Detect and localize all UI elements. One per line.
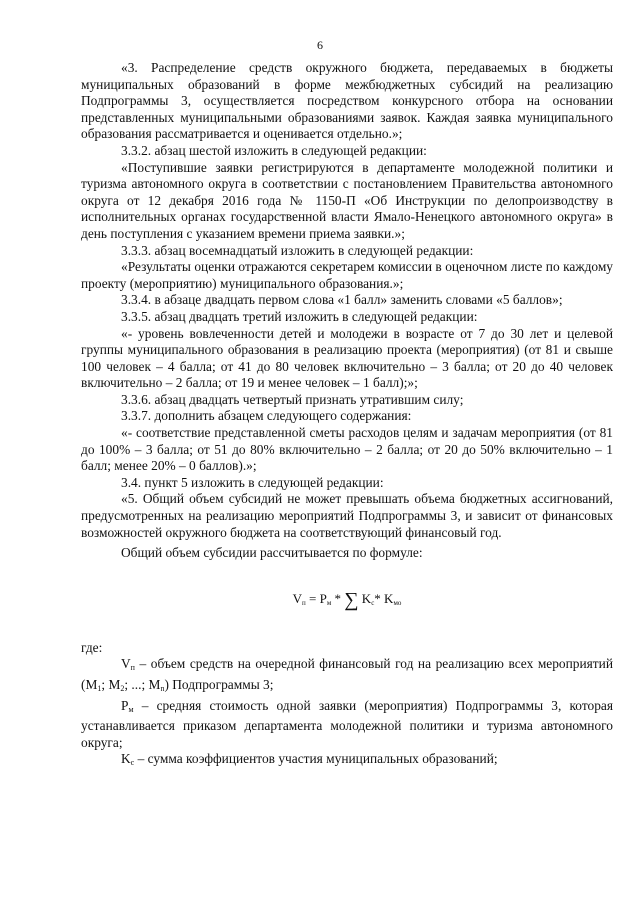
formula-p-sub: м [326,598,332,607]
paragraph-registration: «Поступившие заявки регистрируются в департаменте молодежной политики и туризма автономного округа в соответствии с постановлением Правительства автономного округа от 12 декабря 2016 года № 1150-П «Об Инструкции по делопроизводству в исполнительных органах государственной власти Ямало-Ненецкого автономного округа» в день поступления с указанием времени приема заявки.»; [81,159,613,241]
paragraph-3-3-7: 3.3.7. дополнить абзацем следующего содержания: [121,408,412,424]
def-mn-sub: n [160,684,165,693]
page-number: 6 [317,38,323,52]
def-m2-sub: 2 [120,684,125,693]
def-vp-tail: ) Подпрограммы 3; [164,677,274,692]
def-sep-2: ; ...; M [124,677,161,692]
paragraph-estimate: «- соответствие представленной сметы расходов целям и задачам мероприятия (от 81 до 100% – 3 балла; от 51 до 80% включительно – 2 балла; от 20 до 50% включительно – 1 балл; менее 20% – 0 баллов).»; [81,425,613,474]
formula-k1-sub: с [371,598,375,607]
def-m1-sub: 1 [97,684,102,693]
def-pm-sym: P [121,697,129,713]
formula-k2: K [384,590,394,606]
subsidy-formula [81,590,613,612]
def-pm-sub: м [128,704,134,714]
formula-mult-1: * [331,590,345,606]
formula-p: P [319,590,327,606]
def-vp-sub: п [130,663,135,673]
paragraph-3-3-3: 3.3.3. абзац восемнадцатый изложить в следующей редакции: [121,242,474,258]
definition-kc [81,751,613,772]
def-kc-sym: K [121,751,131,767]
definition-vp [81,656,613,697]
where-label: где: [81,639,103,655]
def-vp-text: – объем средств на очередной финансовый год на реализацию всех мероприятий (M [81,656,613,692]
sigma-symbol: ∑ [344,588,359,611]
definition-pm [81,698,613,752]
formula-v-sub: п [302,598,306,607]
def-kc-text: – сумма коэффициентов участия муниципальных образований; [134,751,498,767]
formula-v: V [292,590,303,606]
paragraph-3-3-5: 3.3.5. абзац двадцать третий изложить в следующей редакции: [121,308,478,324]
paragraph-3-3-4: 3.3.4. в абзаце двадцать первом слова «1 балл» заменить словами «5 баллов»; [121,292,563,308]
paragraph-3-4: 3.4. пункт 5 изложить в следующей редакции: [121,474,384,490]
paragraph-results: «Результаты оценки отражаются секретарем комиссии в оценочном листе по каждому проекту (мероприятию) муниципального образования.»; [81,259,613,291]
document-body [81,60,613,772]
def-pm-text: – средняя стоимость одной заявки (мероприятия) Подпрограммы 3, которая устанавливается приказом департамента молодежной политики и туризма автономного округа; [81,697,613,750]
paragraph-3-3-2: 3.3.2. абзац шестой изложить в следующей редакции: [121,142,427,158]
def-kc-sub: с [130,758,135,768]
def-vp-sym: V [121,656,131,672]
formula-k1: K [358,590,372,606]
paragraph-quote-3: «3. Распределение средств окружного бюджета, передаваемых в бюджеты муниципальных образований в форме межбюджетных субсидий на реализацию Подпрограммы 3, осуществляется посредством конкурсного отбора на основании представленных муниципальными образованиями заявок. Каждая заявка муниципального образования рассматривается и оценивается отдельно.»; [81,60,613,142]
formula-k2-sub: мо [393,598,402,607]
formula-mult-2: * [374,590,385,606]
paragraph-3-3-6: 3.3.6. абзац двадцать четвертый признать утратившим силу; [121,391,464,407]
def-sep-1: ; M [101,677,121,692]
paragraph-point-5: «5. Общий объем субсидий не может превышать объема бюджетных ассигнований, предусмотренных на реализацию мероприятий Подпрограммы 3, и зависит от финансовых возможностей окружного бюджета на соответствующий финансовый год. [81,491,613,540]
formula-eq: = [305,590,320,606]
paragraph-formula-intro: Общий объем субсидии рассчитывается по формуле: [121,545,423,561]
paragraph-involvement: «- уровень вовлеченности детей и молодежи в возрасте от 7 до 30 лет и целевой группы муниципального образования в реализацию проекта (мероприятия) (от 81 и свыше 100 человек – 4 балла; от 41 до 80 человек включительно – 3 балла; от 20 до 40 человек включительно – 2 балла; от 19 и менее человек – 1 балл);»; [81,325,613,391]
